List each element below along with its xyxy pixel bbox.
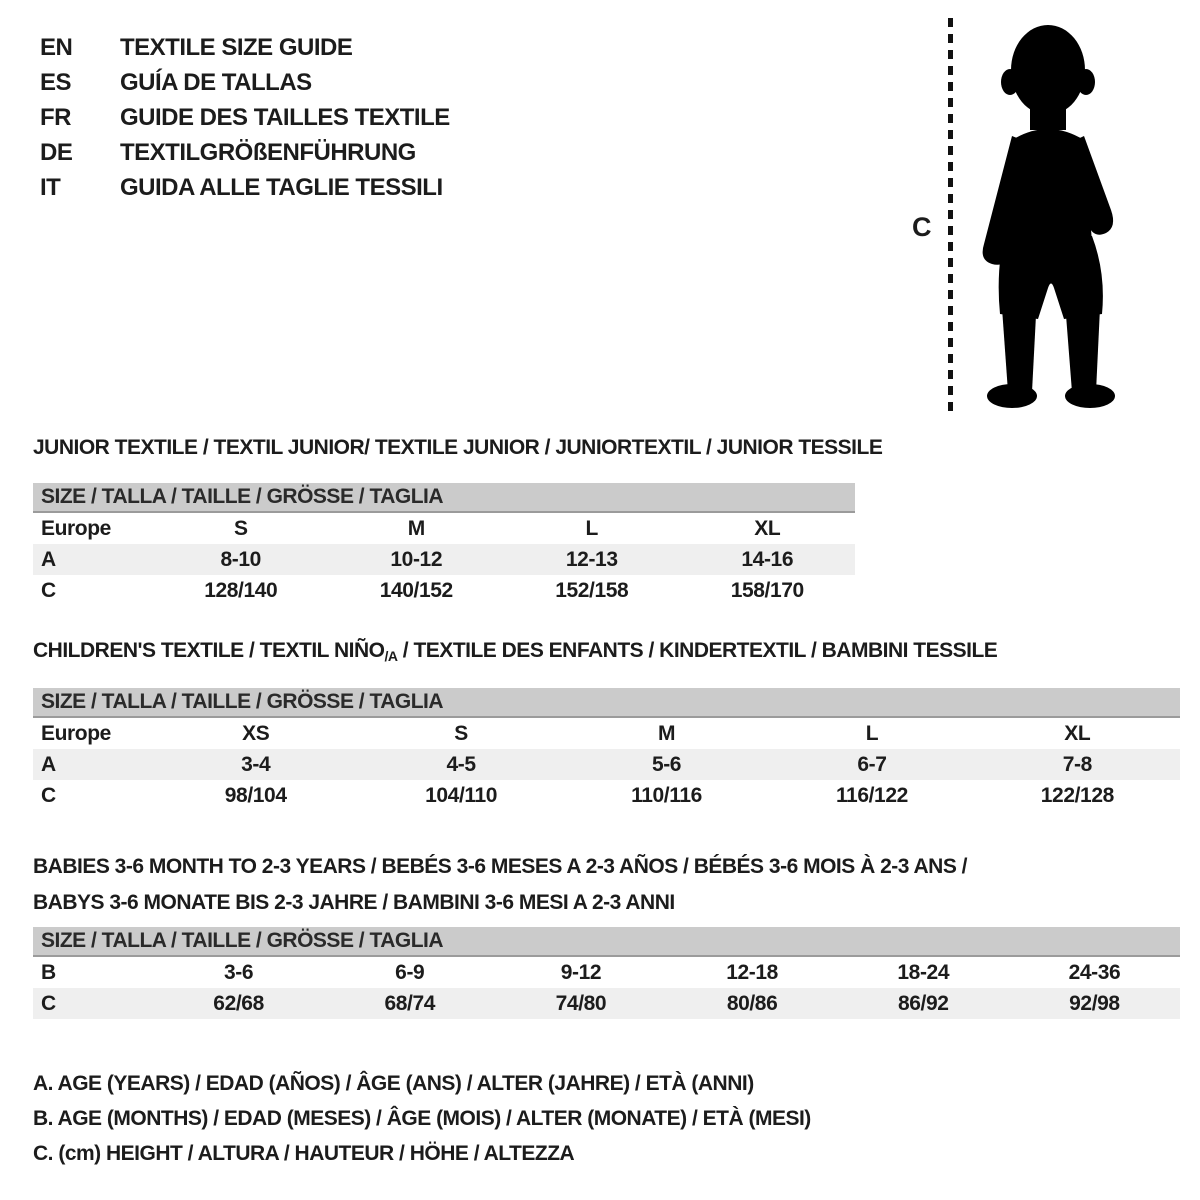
- legend-note-b: B. AGE (MONTHS) / EDAD (MESES) / ÂGE (MOIS) / ALTER (MONATE) / ETÀ (MESI): [33, 1107, 811, 1130]
- age-value: 12-18: [726, 960, 778, 984]
- language-row-it: [40, 170, 450, 205]
- babies-heading-line2: BABYS 3-6 MONATE BIS 2-3 JAHRE / BAMBINI 3-6 MESI A 2-3 ANNI: [33, 891, 675, 914]
- table-row: [33, 988, 1180, 1019]
- age-value: 8-10: [220, 547, 261, 571]
- height-value: 62/68: [213, 991, 264, 1015]
- age-value: 24-36: [1068, 960, 1121, 984]
- height-value: 86/92: [897, 991, 949, 1015]
- height-value: 122/128: [1040, 783, 1114, 807]
- size-bar: SIZE / TALLA / TAILLE / GRÖSSE / TAGLIA: [33, 688, 1180, 718]
- size-value: XL: [754, 516, 781, 540]
- table-row: [33, 544, 855, 575]
- children-heading-subscript: /A: [384, 648, 398, 664]
- guide-title: GUIDA ALLE TAGLIE TESSILI: [120, 174, 443, 201]
- height-value: 152/158: [555, 578, 629, 602]
- language-code: DE: [40, 139, 73, 166]
- junior-section-heading: JUNIOR TEXTILE / TEXTIL JUNIOR/ TEXTILE JUNIOR / JUNIORTEXTIL / JUNIOR TESSILE: [33, 436, 883, 459]
- babies-heading-line1: BABIES 3-6 MONTH TO 2-3 YEARS / BEBÉS 3-6 MESES A 2-3 AÑOS / BÉBÉS 3-6 MOIS À 2-3 ANS /: [33, 855, 968, 878]
- table-row: [33, 957, 1180, 988]
- size-value: S: [454, 721, 468, 745]
- age-value: 6-9: [395, 960, 425, 984]
- height-value: 128/140: [204, 578, 278, 602]
- table-row: [33, 575, 855, 606]
- row-label: C: [41, 991, 56, 1015]
- row-label: C: [41, 783, 56, 807]
- height-measure-dashed-line: [948, 18, 953, 416]
- size-value: XS: [242, 721, 270, 745]
- height-value: 74/80: [555, 991, 607, 1015]
- size-value: XL: [1064, 721, 1091, 745]
- language-row-fr: [40, 100, 450, 135]
- legend-notes: [33, 1066, 811, 1171]
- size-value: M: [657, 721, 676, 745]
- language-row-es: [40, 65, 450, 100]
- age-value: 3-6: [224, 960, 254, 984]
- language-code: IT: [40, 174, 61, 201]
- babies-section-heading: [33, 849, 967, 921]
- language-code: FR: [40, 104, 71, 131]
- size-value: S: [233, 516, 248, 540]
- babies-size-table: [33, 927, 1180, 1019]
- age-value: 7-8: [1062, 752, 1092, 776]
- children-size-table: [33, 688, 1180, 811]
- row-label: Europe: [41, 516, 111, 540]
- size-value: L: [865, 721, 879, 745]
- size-bar: SIZE / TALLA / TAILLE / GRÖSSE / TAGLIA: [33, 483, 855, 513]
- age-value: 14-16: [741, 547, 794, 571]
- size-value: L: [585, 516, 598, 540]
- age-value: 4-5: [446, 752, 476, 776]
- height-value: 104/110: [425, 783, 498, 807]
- table-row: [33, 749, 1180, 780]
- height-value: 68/74: [384, 991, 436, 1015]
- language-row-de: [40, 135, 450, 170]
- age-value: 12-13: [565, 547, 618, 571]
- age-value: 6-7: [857, 752, 887, 776]
- toddler-silhouette-icon: [966, 18, 1136, 423]
- row-label: B: [41, 960, 56, 984]
- language-code: EN: [40, 34, 73, 61]
- age-value: 3-4: [241, 752, 271, 776]
- age-value: 10-12: [390, 547, 443, 571]
- junior-size-table: [33, 483, 855, 606]
- age-value: 18-24: [897, 960, 950, 984]
- height-value: 98/104: [224, 783, 287, 807]
- children-section-heading: [33, 639, 997, 664]
- height-value: 110/116: [631, 783, 702, 807]
- size-value: M: [407, 516, 425, 540]
- children-heading-main: CHILDREN'S TEXTILE / TEXTIL NIÑO: [33, 639, 385, 662]
- age-value: 5-6: [651, 752, 682, 776]
- height-value: 158/170: [730, 578, 804, 602]
- height-value: 140/152: [379, 578, 453, 602]
- guide-title: TEXTILE SIZE GUIDE: [120, 34, 353, 61]
- guide-title: GUIDE DES TAILLES TEXTILE: [120, 104, 450, 131]
- row-label: A: [41, 752, 56, 776]
- height-value: 116/122: [835, 783, 908, 807]
- row-label: C: [41, 578, 56, 602]
- language-row-en: [40, 30, 450, 65]
- language-code: ES: [40, 69, 72, 96]
- age-value: 9-12: [560, 960, 602, 984]
- row-label: Europe: [41, 721, 111, 745]
- table-row: [33, 513, 855, 544]
- children-heading-rest: / TEXTILE DES ENFANTS / KINDERTEXTIL / BAMBINI TESSILE: [397, 639, 998, 662]
- measure-label-c: C: [912, 212, 932, 242]
- table-row: [33, 718, 1180, 749]
- language-title-list: [40, 30, 450, 205]
- legend-note-c: C. (cm) HEIGHT / ALTURA / HAUTEUR / HÖHE / ALTEZZA: [33, 1142, 575, 1165]
- height-value: 92/98: [1069, 991, 1120, 1015]
- guide-title: GUÍA DE TALLAS: [120, 69, 312, 96]
- size-bar: SIZE / TALLA / TAILLE / GRÖSSE / TAGLIA: [33, 927, 1180, 957]
- table-row: [33, 780, 1180, 811]
- guide-title: TEXTILGRÖßENFÜHRUNG: [120, 139, 416, 166]
- legend-note-a: A. AGE (YEARS) / EDAD (AÑOS) / ÂGE (ANS) / ALTER (JAHRE) / ETÀ (ANNI): [33, 1072, 754, 1095]
- height-value: 80/86: [726, 991, 778, 1015]
- row-label: A: [41, 547, 56, 571]
